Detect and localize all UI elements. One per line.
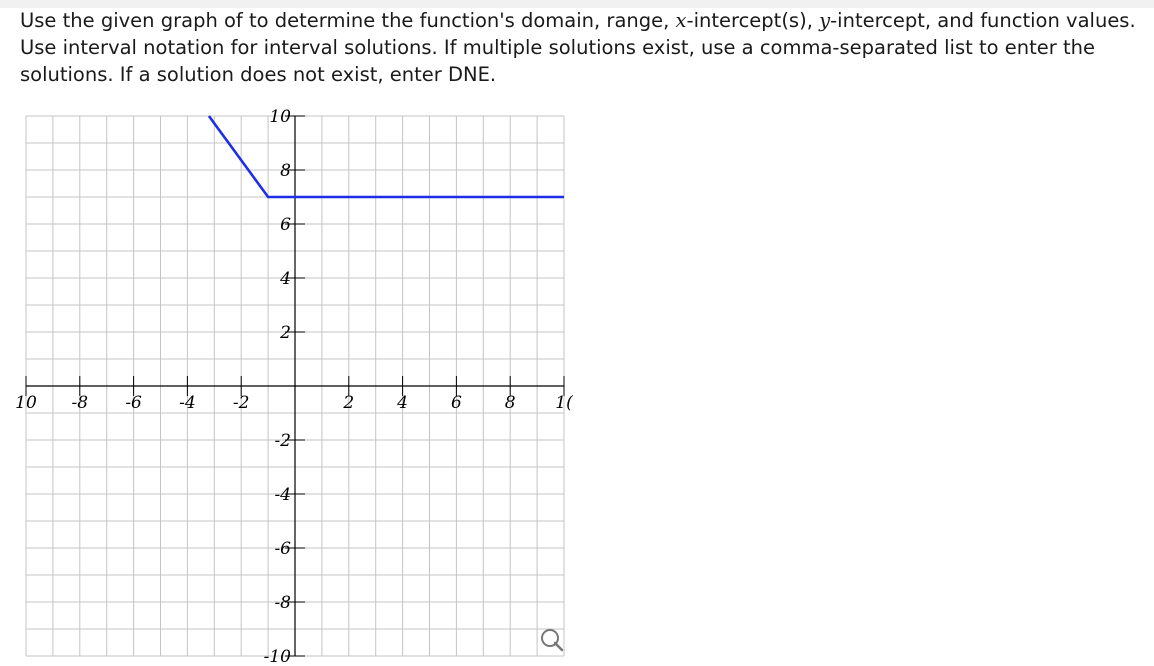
- question-prompt: [20, 7, 1140, 88]
- x-tick-label: -6: [125, 393, 142, 413]
- y-tick-label: -10: [263, 647, 291, 666]
- series-line: [209, 116, 564, 197]
- y-tick-label: 6: [280, 215, 291, 235]
- x-tick-label: 2: [343, 393, 355, 413]
- x-variable: x: [675, 9, 687, 32]
- x-tick-label: -2: [232, 393, 250, 413]
- y-tick-label: -8: [274, 593, 291, 613]
- y-tick-label: 2: [280, 323, 291, 343]
- y-variable: y: [819, 9, 831, 32]
- prompt-part2: -intercept(s),: [686, 9, 820, 32]
- y-tick-label: -6: [274, 539, 291, 559]
- y-tick-label: 4: [280, 269, 291, 289]
- prompt-part3: -intercept, and function values. Use interval notation for interval solutions. If multiple solutions exist, use a comma-separated list to enter the solutions. If a solution does not exist, enter DNE.: [20, 9, 1136, 86]
- x-tick-label: 8: [504, 393, 516, 413]
- x-tick-label: -8: [71, 393, 89, 413]
- x-tick-label: -4: [179, 393, 196, 413]
- y-tick-label: 8: [280, 161, 291, 181]
- magnifier-icon[interactable]: [542, 630, 562, 650]
- y-tick-label: 10: [269, 107, 291, 127]
- prompt-part1: Use the given graph of to determine the function's domain, range,: [20, 9, 676, 32]
- x-tick-label: 4: [397, 393, 409, 413]
- y-tick-label: -4: [274, 485, 291, 505]
- x-tick-label: 6: [450, 393, 462, 413]
- function-graph: [0, 100, 580, 666]
- series: [209, 116, 564, 197]
- x-tick-label: 1(: [555, 393, 573, 413]
- y-tick-label: -2: [274, 431, 291, 451]
- x-tick-label: 10: [15, 393, 37, 413]
